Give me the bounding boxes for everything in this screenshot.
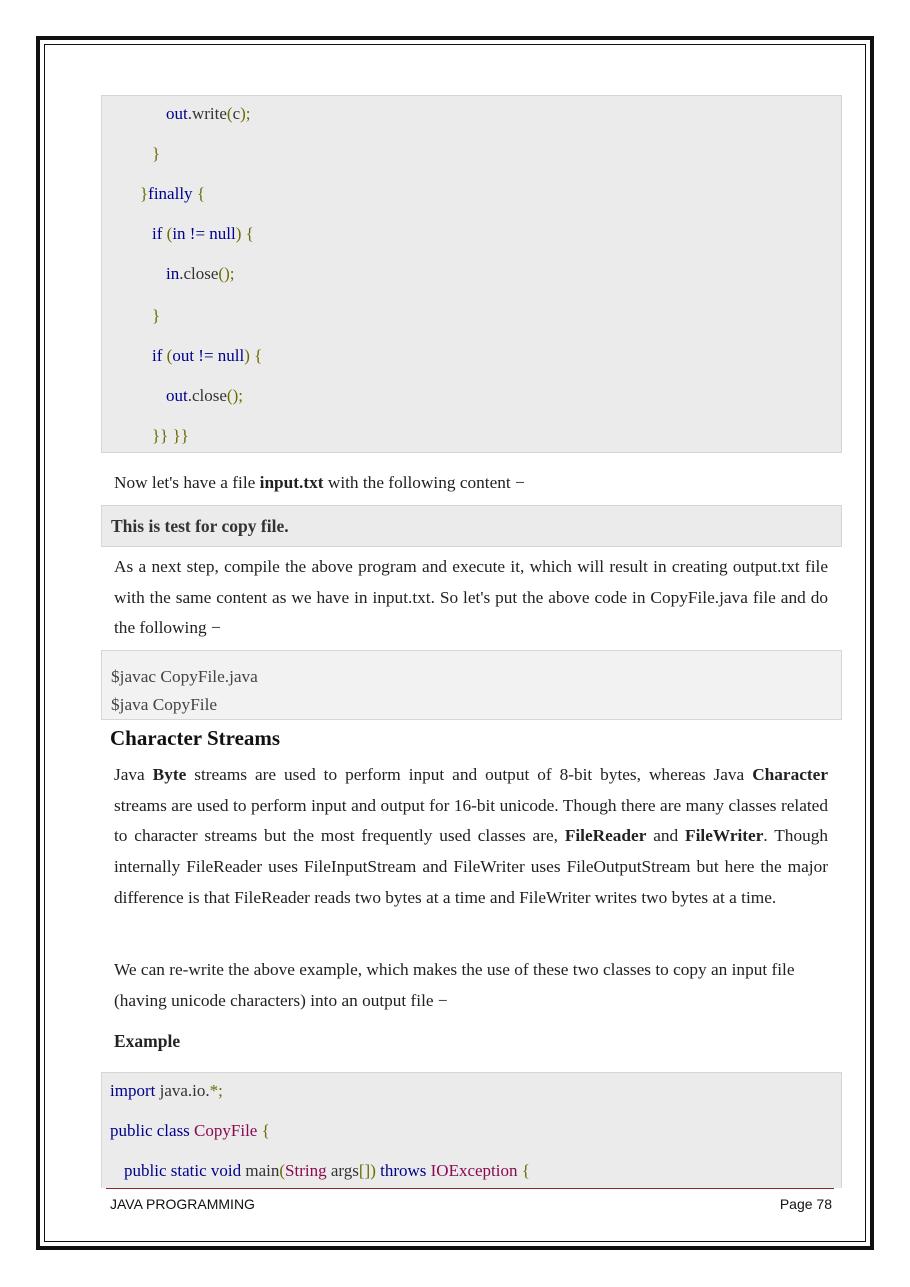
code-line: public class CopyFile { bbox=[110, 1121, 270, 1140]
code-block-finally bbox=[101, 95, 842, 453]
code-line: }} }} bbox=[152, 426, 189, 445]
code-block-example bbox=[101, 1072, 842, 1188]
code-line: if (out != null) { bbox=[152, 346, 263, 365]
code-line: } bbox=[152, 306, 161, 325]
code-line: in.close(); bbox=[166, 264, 235, 283]
file-content-text: This is test for copy file. bbox=[111, 516, 289, 536]
command-line: $javac CopyFile.java bbox=[111, 667, 258, 686]
footer-divider bbox=[106, 1188, 834, 1189]
example-label: Example bbox=[114, 1031, 181, 1051]
code-line: public static void main(String args[]) throws IOException { bbox=[124, 1161, 530, 1180]
intro-paragraph: Now let's have a file input.txt with the following content − bbox=[114, 473, 525, 492]
code-line: } bbox=[152, 144, 161, 163]
command-line: $java CopyFile bbox=[111, 695, 218, 714]
code-line: out.close(); bbox=[166, 386, 243, 405]
page-number: Page 78 bbox=[779, 1196, 832, 1212]
code-line: out.write(c); bbox=[166, 104, 251, 123]
code-line: }finally { bbox=[140, 184, 205, 203]
footer-title: JAVA PROGRAMMING bbox=[110, 1196, 255, 1212]
rewrite-paragraph: We can re-write the above example, which makes the use of these two classes to copy an input file (having unicode characters) into an output file − bbox=[114, 960, 795, 1010]
command-box bbox=[101, 650, 842, 720]
code-line: if (in != null) { bbox=[152, 224, 254, 243]
code-line: import java.io.*; bbox=[110, 1081, 223, 1100]
compile-step-paragraph: As a next step, compile the above program and execute it, which will result in creating output.txt file with the same content as we have in input.txt. So let's put the above code in CopyFile.java file and do the following − bbox=[114, 557, 828, 638]
character-streams-paragraph: Java Byte streams are used to perform input and output of 8-bit bytes, whereas Java Character streams are used to perform input and output for 16-bit unicode. Though there are many classes related to character streams but the most frequently used classes are, FileReader and FileWriter. Though internally FileReader uses FileInputStream and FileWriter uses FileOutputStream but here the major difference is that FileReader reads two bytes at a time and FileWriter writes two bytes at a time. bbox=[114, 765, 829, 907]
file-content-box bbox=[101, 505, 842, 547]
section-heading: Character Streams bbox=[110, 726, 281, 750]
